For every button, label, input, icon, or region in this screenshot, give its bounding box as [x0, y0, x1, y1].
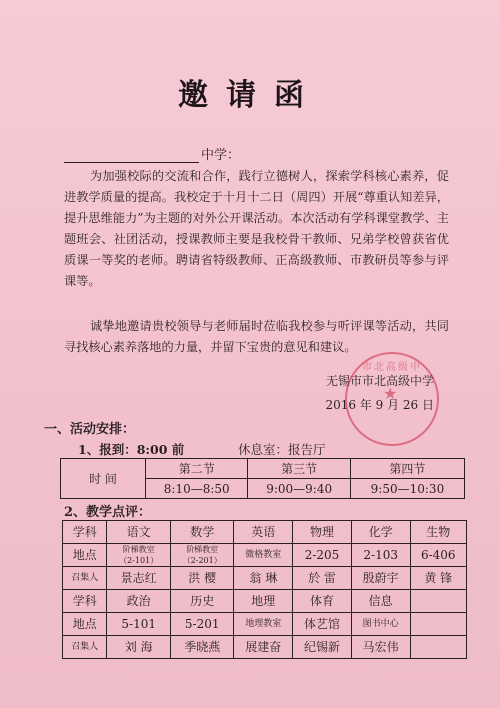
table-cell: 展建奋: [234, 636, 293, 659]
table-cell: 学科: [63, 521, 107, 544]
sign-date: 2016 年 9 月 26 日: [325, 398, 434, 412]
page-title: 邀请函: [178, 78, 322, 113]
table-cell: 翁 琳: [234, 567, 293, 590]
table-cell: 於 雷: [293, 567, 352, 590]
table-cell: 洪 樱: [170, 567, 234, 590]
paragraph-intro: 为加强校际的交流和合作，践行立德树人，探索学科核心素养，促进教学质量的提高。我校定于十月十二日（周四）开展“尊重认知差异，提升思维能力”为主题的对外公开课活动。本次活动有学科课堂教学、主题班会、社团活动，授课教师主要是我校骨干教师、兄弟学校曾获省优质课一等奖的老师。聘请省特级教师、正高级教师、市教研员等参与评课等。: [64, 169, 449, 288]
table-cell: [410, 590, 466, 613]
table-row: [63, 636, 467, 659]
table-cell: 2-205: [293, 544, 352, 567]
table-cell: 英语: [234, 521, 293, 544]
table-cell: 微格教室: [234, 544, 293, 567]
table-cell: 5-201: [170, 613, 234, 636]
rest-room: 休息室：报告厅: [238, 442, 326, 457]
table-cell: [410, 636, 466, 659]
school-name-blank: [64, 162, 199, 163]
seal-text: 市北高级中: [362, 362, 422, 373]
period-header: 第四节: [350, 459, 464, 479]
table-cell: 化学: [351, 521, 410, 544]
table-cell: 物理: [293, 521, 352, 544]
paragraph-invite: 诚挚地邀请贵校领导与老师届时莅临我校参与听评课等活动，共同寻找核心素养落地的力量，并留下宝贵的意见和建议。: [64, 319, 449, 354]
table-cell: 6-406: [410, 544, 466, 567]
table-cell: 政治: [107, 590, 171, 613]
sign-school: 无锡市市北高级中学: [325, 374, 434, 388]
table-cell: 地点: [63, 544, 107, 567]
table-cell: 5-101: [107, 613, 171, 636]
table-cell: 黄 锋: [410, 567, 466, 590]
table-cell: 景志红: [107, 567, 171, 590]
table-cell: 召集人: [63, 567, 107, 590]
table-cell: 纪锡新: [293, 636, 352, 659]
table-cell: 马宏伟: [351, 636, 410, 659]
table-row: [63, 567, 467, 590]
table-cell: 图书中心: [351, 613, 410, 636]
table-row: [63, 613, 467, 636]
table-cell: 殷蔚宇: [351, 567, 410, 590]
table-cell: 数学: [170, 521, 234, 544]
period-time: 8:10—8:50: [146, 479, 248, 499]
section-review: 2、教学点评：: [64, 505, 152, 520]
table-cell: 地理教室: [234, 613, 293, 636]
time-label: 时 间: [61, 459, 146, 499]
period-time: 9:00—9:40: [248, 479, 350, 499]
table-row: [63, 521, 467, 544]
section-activity: 一、活动安排：: [44, 422, 136, 437]
period-time: 9:50—10:30: [350, 479, 464, 499]
table-cell: 语文: [107, 521, 171, 544]
schedule-table: [60, 458, 465, 499]
table-cell: 体艺馆: [293, 613, 352, 636]
star-icon: ★: [383, 384, 398, 403]
school-seal: [345, 352, 439, 446]
table-row: [63, 590, 467, 613]
review-table: [62, 520, 467, 659]
table-cell: 历史: [170, 590, 234, 613]
table-cell: 地点: [63, 613, 107, 636]
table-cell: 刘 海: [107, 636, 171, 659]
table-cell: 召集人: [63, 636, 107, 659]
salutation-suffix: 中学：: [201, 148, 241, 163]
table-cell: 信息: [351, 590, 410, 613]
table-cell: 学科: [63, 590, 107, 613]
period-header: 第三节: [248, 459, 350, 479]
table-cell: 体育: [293, 590, 352, 613]
table-cell: 阶梯教室 （2-101）: [107, 544, 171, 567]
table-cell: 2-103: [351, 544, 410, 567]
table-cell: 地理: [234, 590, 293, 613]
table-cell: [410, 613, 466, 636]
table-cell: 阶梯教室 （2-201）: [170, 544, 234, 567]
table-row: [63, 544, 467, 567]
table-cell: 季晓燕: [170, 636, 234, 659]
period-header: 第二节: [146, 459, 248, 479]
checkin-time: 1、报到：8:00 前: [78, 442, 185, 457]
table-cell: 生物: [410, 521, 466, 544]
salutation: [64, 144, 240, 163]
